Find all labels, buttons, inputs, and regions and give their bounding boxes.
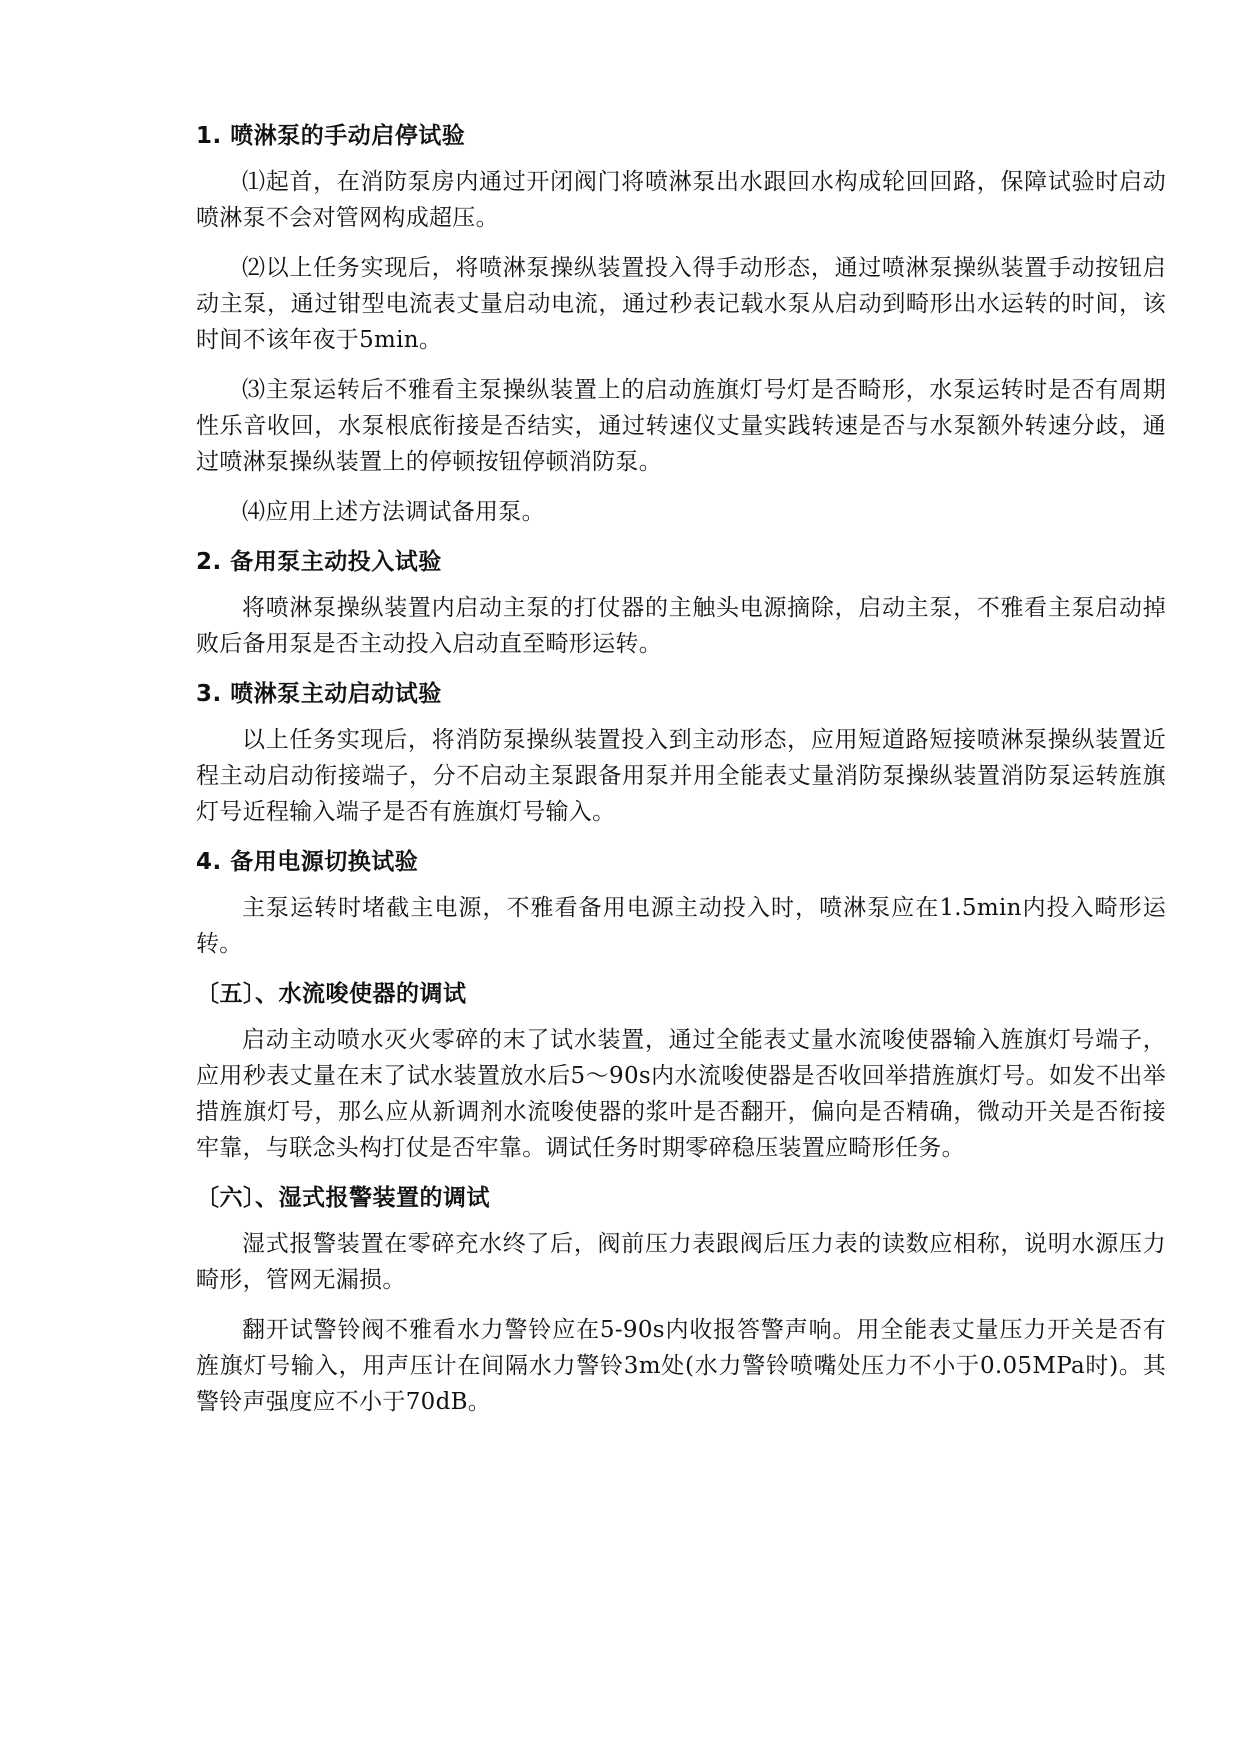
- section-4: [196, 844, 1166, 962]
- paragraph: ⑷应用上述方法调试备用泵。: [242, 499, 545, 525]
- document-page: [196, 118, 1166, 1434]
- paragraph: 以上任务实现后，将消防泵操纵装置投入到主动形态，应用短道路短接喷淋泵操纵装置近程主动启动衔接端子，分不启动主泵跟备用泵并用全能表丈量消防泵操纵装置消防泵运转旌旗灯号近程输入端子是否有旌旗灯号输入。: [196, 727, 1166, 825]
- section-heading: 〔五〕、水流唆使器的调试: [196, 981, 467, 1007]
- section-heading: 2. 备用泵主动投入试验: [196, 549, 442, 575]
- paragraph: ⑵以上任务实现后，将喷淋泵操纵装置投入得手动形态，通过喷淋泵操纵装置手动按钮启动主泵，通过钳型电流表丈量启动电流，通过秒表记载水泵从启动到畸形出水运转的时间，该时间不该年夜于5min。: [196, 255, 1166, 353]
- paragraph: 湿式报警装置在零碎充水终了后，阀前压力表跟阀后压力表的读数应相称，说明水源压力畸形，管网无漏损。: [196, 1231, 1166, 1293]
- paragraph: 启动主动喷水灭火零碎的末了试水装置，通过全能表丈量水流唆使器输入旌旗灯号端子，应用秒表丈量在末了试水装置放水后5～90s内水流唆使器是否收回举措旌旗灯号。如发不出举措旌旗灯号，那么应从新调剂水流唆使器的浆叶是否翻开，偏向是否精确，微动开关是否衔接牢靠，与联念头构打仗是否牢靠。调试任务时期零碎稳压装置应畸形任务。: [196, 1027, 1166, 1161]
- section-heading: 〔六〕、湿式报警装置的调试: [196, 1185, 490, 1211]
- section-heading: 1. 喷淋泵的手动启停试验: [196, 123, 466, 149]
- section-2: [196, 544, 1166, 662]
- section-heading: 4. 备用电源切换试验: [196, 849, 419, 875]
- section-heading: 3. 喷淋泵主动启动试验: [196, 681, 442, 707]
- section-5: [196, 976, 1166, 1166]
- paragraph: 将喷淋泵操纵装置内启动主泵的打仗器的主触头电源摘除，启动主泵，不雅看主泵启动掉败后备用泵是否主动投入启动直至畸形运转。: [196, 595, 1166, 657]
- section-3: [196, 676, 1166, 830]
- section-6: [196, 1180, 1166, 1420]
- paragraph: ⑶主泵运转后不雅看主泵操纵装置上的启动旌旗灯号灯是否畸形，水泵运转时是否有周期性乐音收回，水泵根底衔接是否结实，通过转速仪丈量实践转速是否与水泵额外转速分歧，通过喷淋泵操纵装置上的停顿按钮停顿消防泵。: [196, 377, 1166, 475]
- paragraph: 翻开试警铃阀不雅看水力警铃应在5-90s内收报答警声响。用全能表丈量压力开关是否有旌旗灯号输入，用声压计在间隔水力警铃3m处(水力警铃喷嘴处压力不小于0.05MPa时)。其警铃声强度应不小于70dB。: [196, 1317, 1166, 1415]
- section-1: [196, 118, 1166, 530]
- paragraph: 主泵运转时堵截主电源，不雅看备用电源主动投入时，喷淋泵应在1.5min内投入畸形运转。: [196, 895, 1166, 957]
- paragraph: ⑴起首，在消防泵房内通过开闭阀门将喷淋泵出水跟回水构成轮回回路，保障试验时启动喷淋泵不会对管网构成超压。: [196, 169, 1166, 231]
